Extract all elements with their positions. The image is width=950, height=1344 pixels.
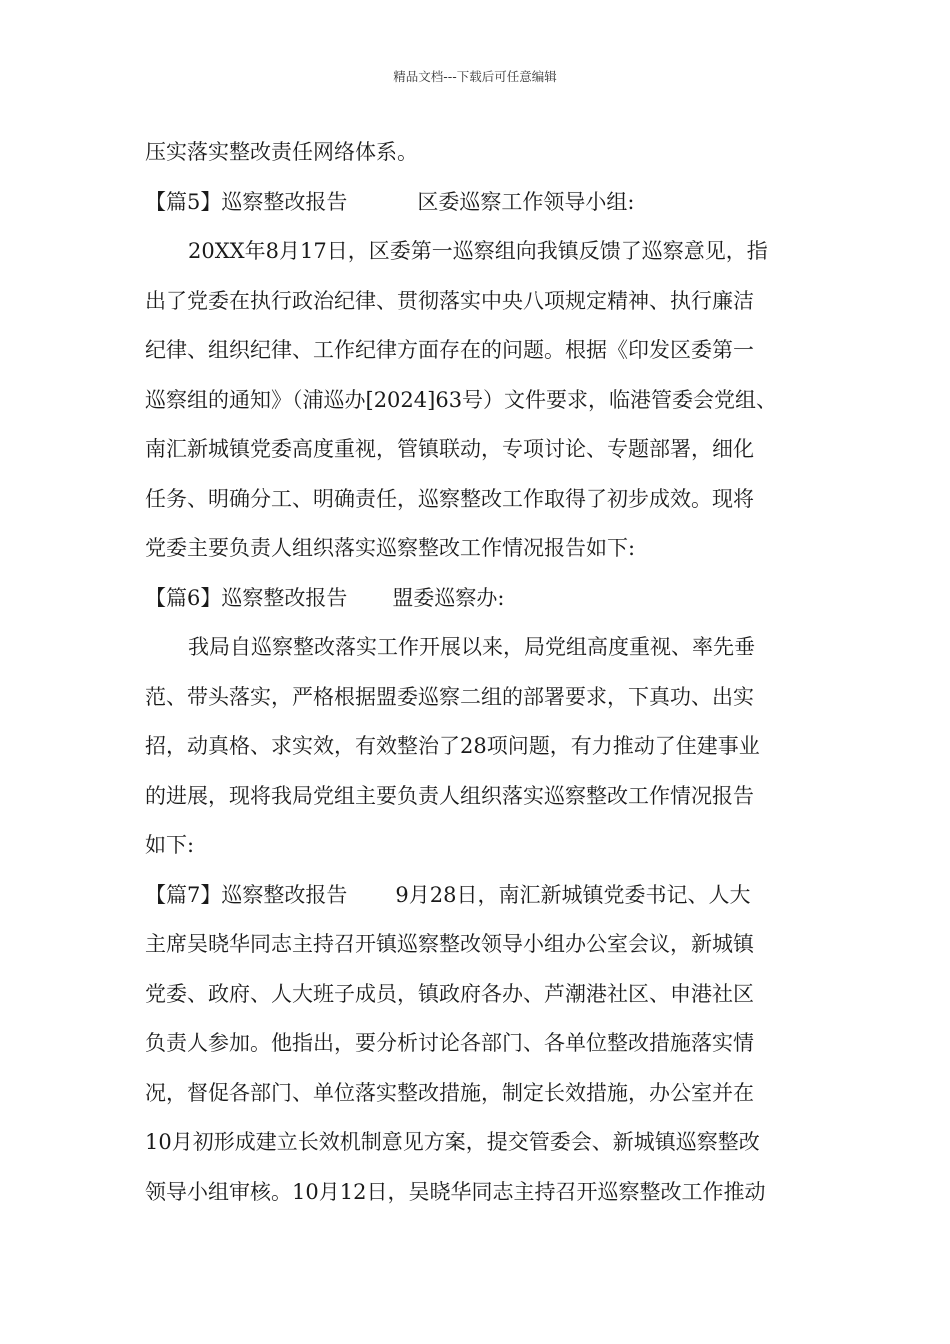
text-line: 负责人参加。他指出，要分析讨论各部门、各单位整改措施落实情 (145, 1031, 754, 1055)
text-line: 20XX年8月17日，区委第一巡察组向我镇反馈了巡察意见，指 (188, 239, 768, 263)
text-line: 范、带头落实，严格根据盟委巡察二组的部署要求，下真功、出实 (145, 684, 754, 709)
section-text: 9月28日，南汇新城镇党委书记、人大 (395, 882, 751, 907)
text-line: 纪律、组织纪律、工作纪律方面存在的问题。根据《印发区委第一 (145, 338, 754, 362)
text-line: 我局自巡察整改落实工作开展以来，局党组高度重视、率先垂 (188, 635, 755, 659)
section-title: 【篇7】巡察整改报告 (145, 882, 348, 907)
section-heading-5 (145, 178, 815, 228)
text-line: 的进展，现将我局党组主要负责人组织落实巡察整改工作情况报告 (145, 783, 754, 808)
section-title: 【篇5】巡察整改报告 (145, 189, 348, 214)
text-line: 招，动真格、求实效，有效整治了28项问题，有力推动了住建事业 (145, 734, 760, 758)
text-line: 南汇新城镇党委高度重视，管镇联动，专项讨论、专题部署，细化 (145, 437, 754, 461)
page-header: 精品文档---下载后可任意编辑 (393, 69, 557, 84)
text-line: 领导小组审核。10月12日，吴晓华同志主持召开巡察整改工作推动 (145, 1179, 766, 1204)
text-line: 任务、明确分工、明确责任，巡察整改工作取得了初步成效。现将 (145, 486, 754, 511)
text-line: 如下: (145, 833, 195, 857)
text-line: 压实落实整改责任网络体系。 (145, 140, 418, 164)
addressee: 盟委巡察办: (392, 585, 505, 610)
text-line: 党委主要负责人组织落实巡察整改工作情况报告如下: (145, 536, 636, 560)
addressee: 区委巡察工作领导小组: (417, 189, 635, 214)
text-line: 出了党委在执行政治纪律、贯彻落实中央八项规定精神、执行廉洁 (145, 288, 754, 313)
section-heading-6 (145, 574, 815, 624)
text-line: 况，督促各部门、单位落实整改措施，制定长效措施，办公室并在 (145, 1080, 754, 1105)
section-title: 【篇6】巡察整改报告 (145, 585, 348, 610)
text-line: 主席吴晓华同志主持召开镇巡察整改领导小组办公室会议，新城镇 (145, 932, 754, 956)
text-line: 巡察组的通知》（浦巡办[2024]63号）文件要求，临港管委会党组、 (145, 387, 778, 412)
text-line: 10月初形成建立长效机制意见方案，提交管委会、新城镇巡察整改 (145, 1130, 760, 1154)
text-line: 党委、政府、人大班子成员，镇政府各办、芦潮港社区、申港社区 (145, 981, 754, 1006)
section-heading-7 (145, 871, 815, 921)
document-body (145, 128, 815, 1217)
